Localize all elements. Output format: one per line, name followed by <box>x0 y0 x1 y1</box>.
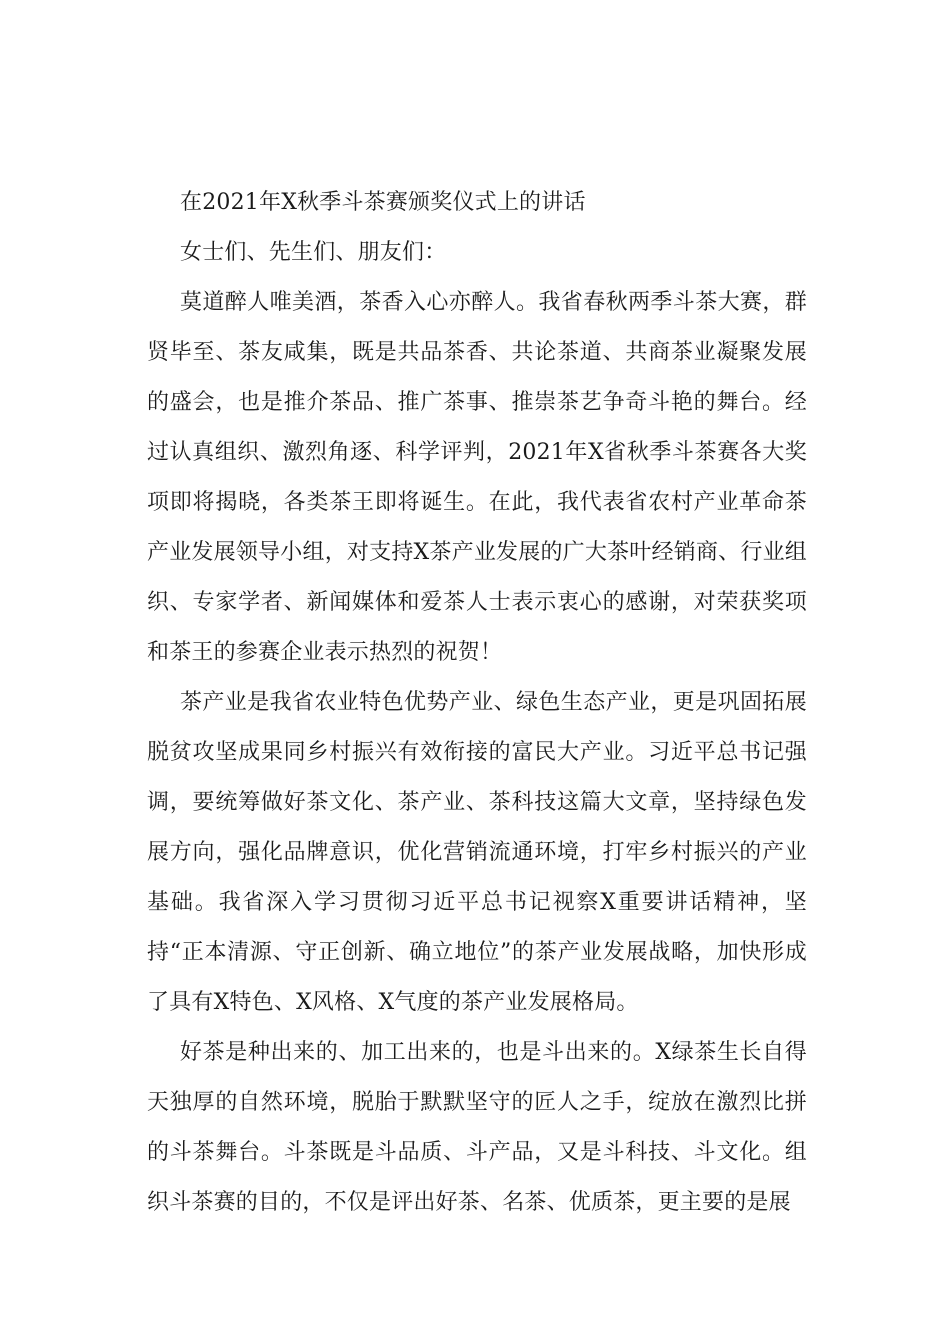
body-paragraph-3: 好茶是种出来的、加工出来的，也是斗出来的。X绿茶生长自得天独厚的自然环境，脱胎于默默坚守的匠人之手，绽放在激烈比拼的斗茶舞台。斗茶既是斗品质、斗产品，又是斗科技、斗文化。组织斗茶赛的目的，不仅是评出好茶、名茶、优质茶，更主要的是展 <box>147 1040 807 1215</box>
body-paragraph-1: 莫道醉人唯美酒，茶香入心亦醉人。我省春秋两季斗茶大赛，群贤毕至、茶友咸集，既是共品茶香、共论茶道、共商茶业凝聚发展的盛会，也是推介茶品、推广茶事、推崇茶艺争奇斗艳的舞台。经过认真组织、激烈角逐、科学评判，2021年X省秋季斗茶赛各大奖项即将揭晓，各类茶王即将诞生。在此，我代表省农村产业革命茶产业发展领导小组，对支持X茶产业发展的广大茶叶经销商、行业组织、专家学者、新闻媒体和爱茶人士表示衷心的感谢，对荣获奖项和茶王的参赛企业表示热烈的祝贺！ <box>147 290 807 665</box>
document-body <box>147 178 807 1228</box>
salutation-paragraph: 女士们、先生们、朋友们： <box>180 240 447 265</box>
document-title: 在2021年X秋季斗茶赛颁奖仪式上的讲话 <box>180 190 586 215</box>
body-paragraph-2: 茶产业是我省农业特色优势产业、绿色生态产业，更是巩固拓展脱贫攻坚成果同乡村振兴有效衔接的富民大产业。习近平总书记强调，要统筹做好茶文化、茶产业、茶科技这篇大文章，坚持绿色发展方向，强化品牌意识，优化营销流通环境，打牢乡村振兴的产业基础。我省深入学习贯彻习近平总书记视察X重要讲话精神，坚持“正本清源、守正创新、确立地位”的茶产业发展战略，加快形成了具有X特色、X风格、X气度的茶产业发展格局。 <box>147 690 807 1015</box>
